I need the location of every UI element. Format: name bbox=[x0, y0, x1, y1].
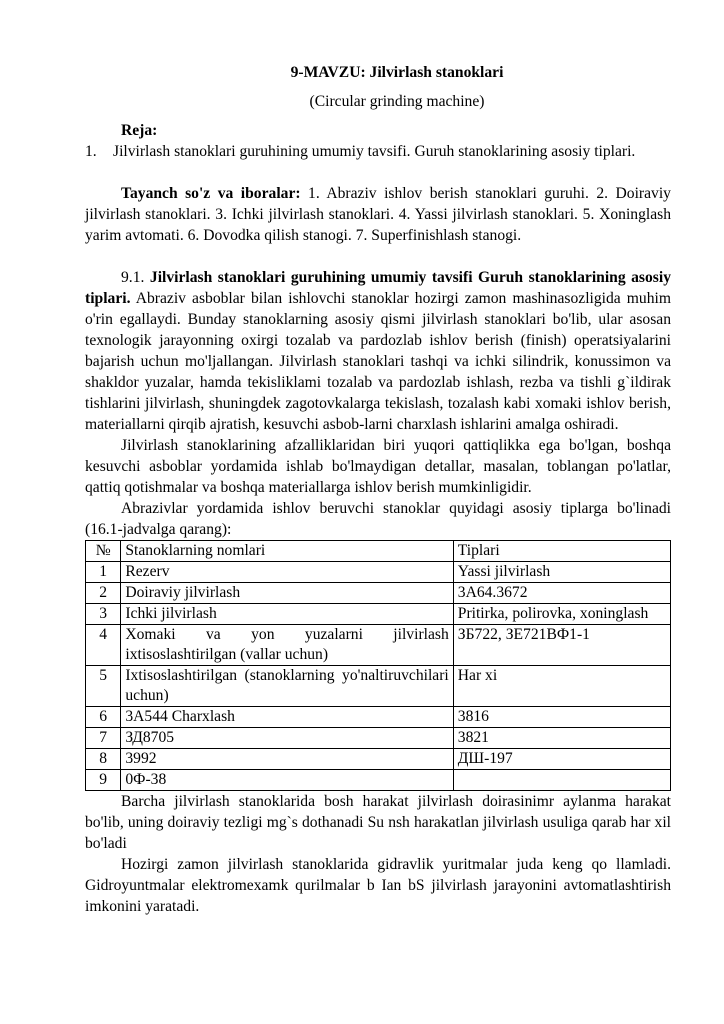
page-title: 9-MAVZU: Jilvirlash stanoklari bbox=[290, 64, 504, 81]
table-cell: Doiraviy jilvirlash bbox=[121, 583, 453, 604]
paragraph-main-motion: Barcha jilvirlash stanoklarida bosh harakat jilvirlash doirasinimr aylanma harakat bo'lib, uning doiraviy tezligi mg`s dothanadi Su nsh harakatlan jilvirlash usuliga qarab har xil bo'ladi bbox=[85, 793, 671, 852]
table-cell: ДШ-197 bbox=[453, 749, 670, 770]
table-cell: 6 bbox=[86, 707, 121, 728]
table-cell: 3A64.3672 bbox=[453, 583, 670, 604]
section-heading: Jilvirlash stanoklari guruhining umumiy tavsifi Guruh stanoklarining asosiy tiplari. bbox=[85, 269, 671, 307]
keywords-label: Tayanch so'z va iboralar: bbox=[121, 185, 301, 202]
paragraph-hydraulics: Hozirgi zamon jilvirlash stanoklarida gidravlik yuritmalar juda keng qo llamladi. Gidroyuntmalar elektromexamk qurilmalar b Ian bS jilvirlash jarayonini avtomatlashtirish imkonini yaratadi. bbox=[85, 856, 671, 915]
section-number: 9.1. bbox=[121, 269, 150, 286]
table-row bbox=[86, 562, 671, 583]
keywords-text: 1. Abraziv ishlov berish stanoklari guruhi. 2. Doiraviy jilvirlash stanoklari. 3. Ichki jilvirlash stanoklari. 4. Yassi jilvirlash stanoklari. 5. Xoninglash yarim avtomati. 6. Dovodka qilish stanogi. 7. Superfinishlash stanogi. bbox=[85, 185, 671, 244]
table-row bbox=[86, 625, 671, 666]
table-header-cell: Stanoklarning nomlari bbox=[121, 541, 453, 562]
table-row bbox=[86, 749, 671, 770]
table-cell: 3A544 Charxlash bbox=[121, 707, 453, 728]
table-cell: 9 bbox=[86, 770, 121, 791]
table-cell: 7 bbox=[86, 728, 121, 749]
table-cell: 1 bbox=[86, 562, 121, 583]
page-subtitle: (Circular grinding machine) bbox=[309, 93, 485, 110]
table-row bbox=[86, 604, 671, 625]
table-cell: 3816 bbox=[453, 707, 670, 728]
table-header-row bbox=[86, 541, 671, 562]
keywords-paragraph bbox=[85, 183, 671, 246]
table-cell: Rezerv bbox=[121, 562, 453, 583]
table-cell: 4 bbox=[86, 625, 121, 666]
table-cell: ЗБ722, ЗЕ721ВФ1-1 bbox=[453, 625, 670, 666]
table-row bbox=[86, 728, 671, 749]
table-cell: 8 bbox=[86, 749, 121, 770]
table-cell: 3 bbox=[86, 604, 121, 625]
machine-types-table bbox=[85, 540, 671, 791]
table-cell: 0Ф-38 bbox=[121, 770, 453, 791]
table-cell: Yassi jilvirlash bbox=[453, 562, 670, 583]
table-row bbox=[86, 707, 671, 728]
table-cell: Pritirka, polirovka, xoninglash bbox=[453, 604, 670, 625]
table-cell bbox=[453, 770, 670, 791]
table-cell: Har xi bbox=[453, 666, 670, 707]
table-cell: Ichki jilvirlash bbox=[121, 604, 453, 625]
plan-item-text: Jilvirlash stanoklari guruhining umumiy tavsifi. Guruh stanoklarining asosiy tiplari. bbox=[113, 143, 636, 160]
table-header-cell: Tiplari bbox=[453, 541, 670, 562]
section-text: Abraziv asboblar bilan ishlovchi stanoklar hozirgi zamon mashinasozligida muhim o'rin egallaydi. Bunday stanoklarning asosiy qismi jilvirlash stanoklari bo'lib, ular asosan texnologik jarayonning oxirgi tozalab va pardozlab ishlov berish (finish) operatsiyalarini bajarish uchun mo'ljallangan. Jilvirlash stanoklari tashqi va ichki silindrik, konussimon va shakldor yuzalar, hamda tekisliklami tozalab va pardozlab ishlash, rezba va tishli g`ildirak tishlarini jilvirlash, shuningdek zagotovkalarga tekislash, tozalash kabi xomaki ishlov berish, materiallarni qirqib ajratish, kesuvchi asbob-larni charxlash ishlarini amalga oshiradi. bbox=[85, 290, 671, 433]
paragraph-advantages: Jilvirlash stanoklarining afzalliklaridan biri yuqori qattiqlikka ega bo'lgan, boshqa kesuvchi asboblar yordamida ishlab bo'lmaydigan detallar, masalan, toblangan po'latlar, qattiq qotishmalar va boshqa materiallarga ishlov berish mumkinligidir. bbox=[85, 437, 671, 496]
paragraph-table-intro: Abrazivlar yordamida ishlov beruvchi stanoklar quyidagi asosiy tiplarga bo'linadi (16.1-jadvalga qarang): bbox=[85, 500, 671, 538]
table-cell: 2 bbox=[86, 583, 121, 604]
plan-heading: Reja: bbox=[121, 122, 158, 139]
section-paragraph bbox=[85, 267, 671, 435]
table-header-cell: № bbox=[86, 541, 121, 562]
plan-list-item bbox=[85, 141, 671, 162]
table-row bbox=[86, 770, 671, 791]
plan-item-number: 1. bbox=[85, 143, 97, 160]
table-row bbox=[86, 666, 671, 707]
table-cell: Xomaki va yon yuzalarni jilvirlash ixtisoslashtirilgan (vallar uchun) bbox=[121, 625, 453, 666]
table-cell: 3821 bbox=[453, 728, 670, 749]
table-cell: ЗД8705 bbox=[121, 728, 453, 749]
table-cell: Ixtisoslashtirilgan (stanoklarning yo'naltiruvchilari uchun) bbox=[121, 666, 453, 707]
document-body bbox=[85, 120, 671, 917]
table-row bbox=[86, 583, 671, 604]
table-cell: 3992 bbox=[121, 749, 453, 770]
table-cell: 5 bbox=[86, 666, 121, 707]
